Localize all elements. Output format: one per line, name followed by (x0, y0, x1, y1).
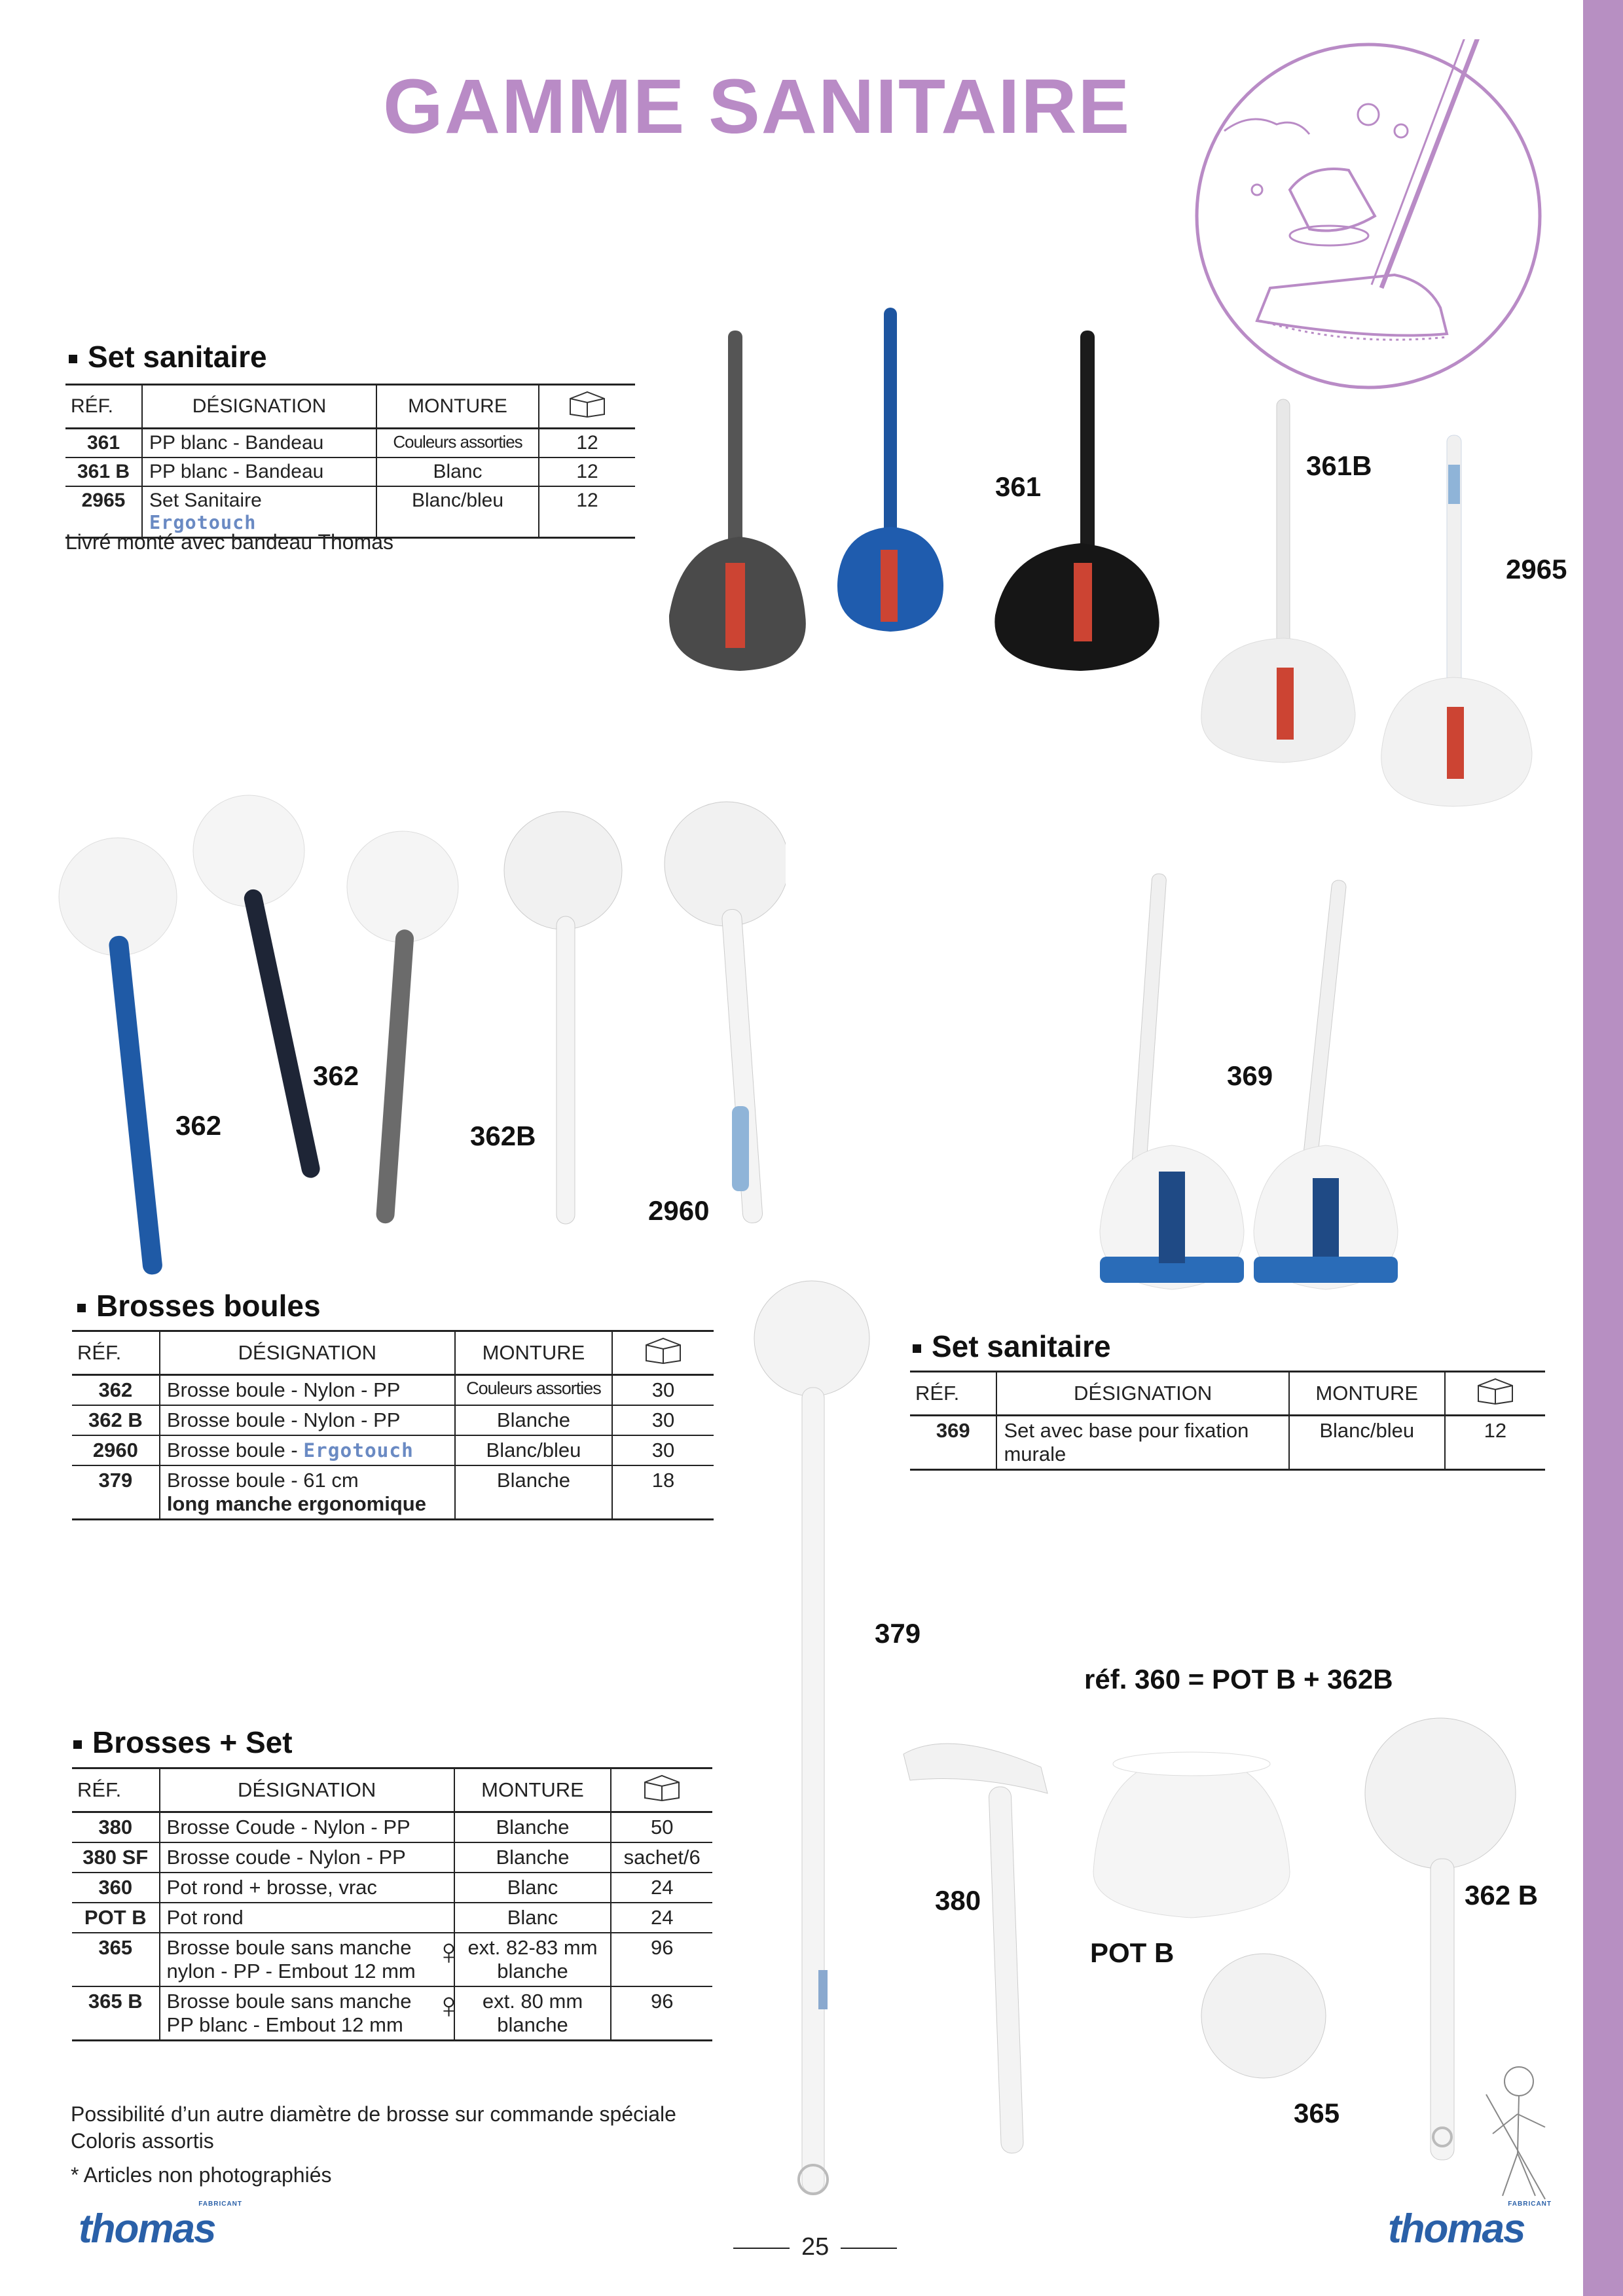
col-monture: MONTURE (454, 1768, 611, 1812)
note-diameter: Possibilité d’un autre diamètre de brosse sur commande spéciale (71, 2102, 676, 2126)
label-365: 365 (1294, 2098, 1340, 2128)
bullet-icon (73, 1740, 82, 1749)
note-not-photographed: * Articles non photographiés (71, 2163, 332, 2187)
note-colors: Coloris assortis (71, 2129, 214, 2153)
female-end-icon: ♀ (435, 1984, 463, 2026)
table-row: 365 Brosse boule sans manche nylon - PP - Embout 12 mm ♀ ext. 82-83 mm blanche 96 (72, 1933, 712, 1986)
box-icon (539, 385, 635, 429)
bullet-icon (77, 1304, 86, 1312)
box-icon (1445, 1372, 1545, 1416)
table-set-sanitaire (65, 384, 635, 539)
table-row: 365 B Brosse boule sans manche PP blanc - Embout 12 mm ♀ ext. 80 mm blanche 96 (72, 1986, 712, 2041)
ergotouch-logo: Ergotouch (149, 512, 257, 533)
col-monture: MONTURE (1289, 1372, 1445, 1416)
label-380: 380 (935, 1885, 981, 1916)
label-379: 379 (875, 1618, 921, 1649)
label-pot-b: POT B (1090, 1937, 1175, 1968)
label-361: 361 (995, 471, 1042, 502)
delivery-note: Livré monté avec bandeau Thomas (65, 530, 394, 554)
female-end-icon: ♀ (435, 1931, 463, 1972)
label-362-dark: 362 (313, 1060, 359, 1091)
label-369: 369 (1227, 1060, 1273, 1091)
bullet-icon (913, 1344, 921, 1353)
col-designation: DÉSIGNATION (160, 1331, 455, 1375)
col-designation: DÉSIGNATION (160, 1768, 454, 1812)
table-row: 2960 Brosse boule - Ergotouch Blanc/bleu 30 (72, 1435, 714, 1465)
product-photo-sets (661, 301, 1578, 818)
section-title-set-sanitaire: Set sanitaire (69, 339, 267, 374)
col-designation: DÉSIGNATION (142, 385, 376, 429)
table-row: 2965 Set Sanitaire Ergotouch Blanc/bleu 12 (65, 486, 635, 538)
thomas-logo-right: FABRICANT thomas (1388, 2200, 1552, 2251)
label-2965: 2965 (1506, 554, 1567, 584)
page-title: GAMME SANITAIRE (383, 63, 1131, 150)
box-icon (612, 1331, 714, 1375)
table-row: 380 Brosse Coude - Nylon - PP Blanche 50 (72, 1812, 712, 1843)
page-number: 25 (733, 2233, 897, 2261)
table-brosses-boules (72, 1330, 714, 1520)
ergotouch-logo: Ergotouch (303, 1439, 414, 1462)
side-band (1583, 0, 1623, 2296)
label-362-b-white: 362 B (1465, 1880, 1539, 1910)
table-row: 360 Pot rond + brosse, vrac Blanc 24 (72, 1873, 712, 1903)
section-title-brosses-boules: Brosses boules (77, 1288, 321, 1323)
box-icon (611, 1768, 712, 1812)
product-photo-369 (1087, 864, 1427, 1335)
col-monture: MONTURE (376, 385, 539, 429)
product-photo-379 (746, 1276, 877, 2212)
col-ref: RÉF. (65, 385, 142, 429)
table-row: POT B Pot rond Blanc 24 (72, 1903, 712, 1933)
col-monture: MONTURE (455, 1331, 612, 1375)
col-ref: RÉF. (910, 1372, 996, 1416)
section-title-brosses-set: Brosses + Set (73, 1725, 293, 1760)
table-row: 361 B PP blanc - Bandeau Blanc 12 (65, 457, 635, 486)
table-row: 362 B Brosse boule - Nylon - PP Blanche 30 (72, 1405, 714, 1435)
section-title-set-sanitaire-369: Set sanitaire (913, 1329, 1111, 1364)
table-row: 369 Set avec base pour fixation murale Blanc/bleu 12 (910, 1416, 1545, 1470)
col-ref: RÉF. (72, 1331, 160, 1375)
label-ref-360: réf. 360 = POT B + 362B (1084, 1664, 1393, 1695)
table-set-sanitaire-369 (910, 1371, 1545, 1471)
col-ref: RÉF. (72, 1768, 160, 1812)
label-362-blue: 362 (175, 1110, 222, 1141)
cleaning-figure-sketch (1467, 2055, 1571, 2212)
label-2960: 2960 (648, 1195, 710, 1226)
table-row: 361 PP blanc - Bandeau Couleurs assorties 12 (65, 429, 635, 458)
table-row: 379 Brosse boule - 61 cm long manche ergonomique Blanche 18 (72, 1465, 714, 1520)
table-row: 380 SF Brosse coude - Nylon - PP Blanche sachet/6 (72, 1842, 712, 1873)
product-photo-brosses-set (897, 1676, 1552, 2173)
bullet-icon (69, 355, 77, 363)
table-row: 362 Brosse boule - Nylon - PP Couleurs assorties 30 (72, 1375, 714, 1406)
label-362b: 362B (470, 1121, 536, 1151)
table-brosses-set (72, 1767, 712, 2041)
thomas-logo-left: FABRICANT thomas (79, 2200, 242, 2251)
label-361b: 361B (1306, 450, 1372, 481)
col-designation: DÉSIGNATION (996, 1372, 1288, 1416)
